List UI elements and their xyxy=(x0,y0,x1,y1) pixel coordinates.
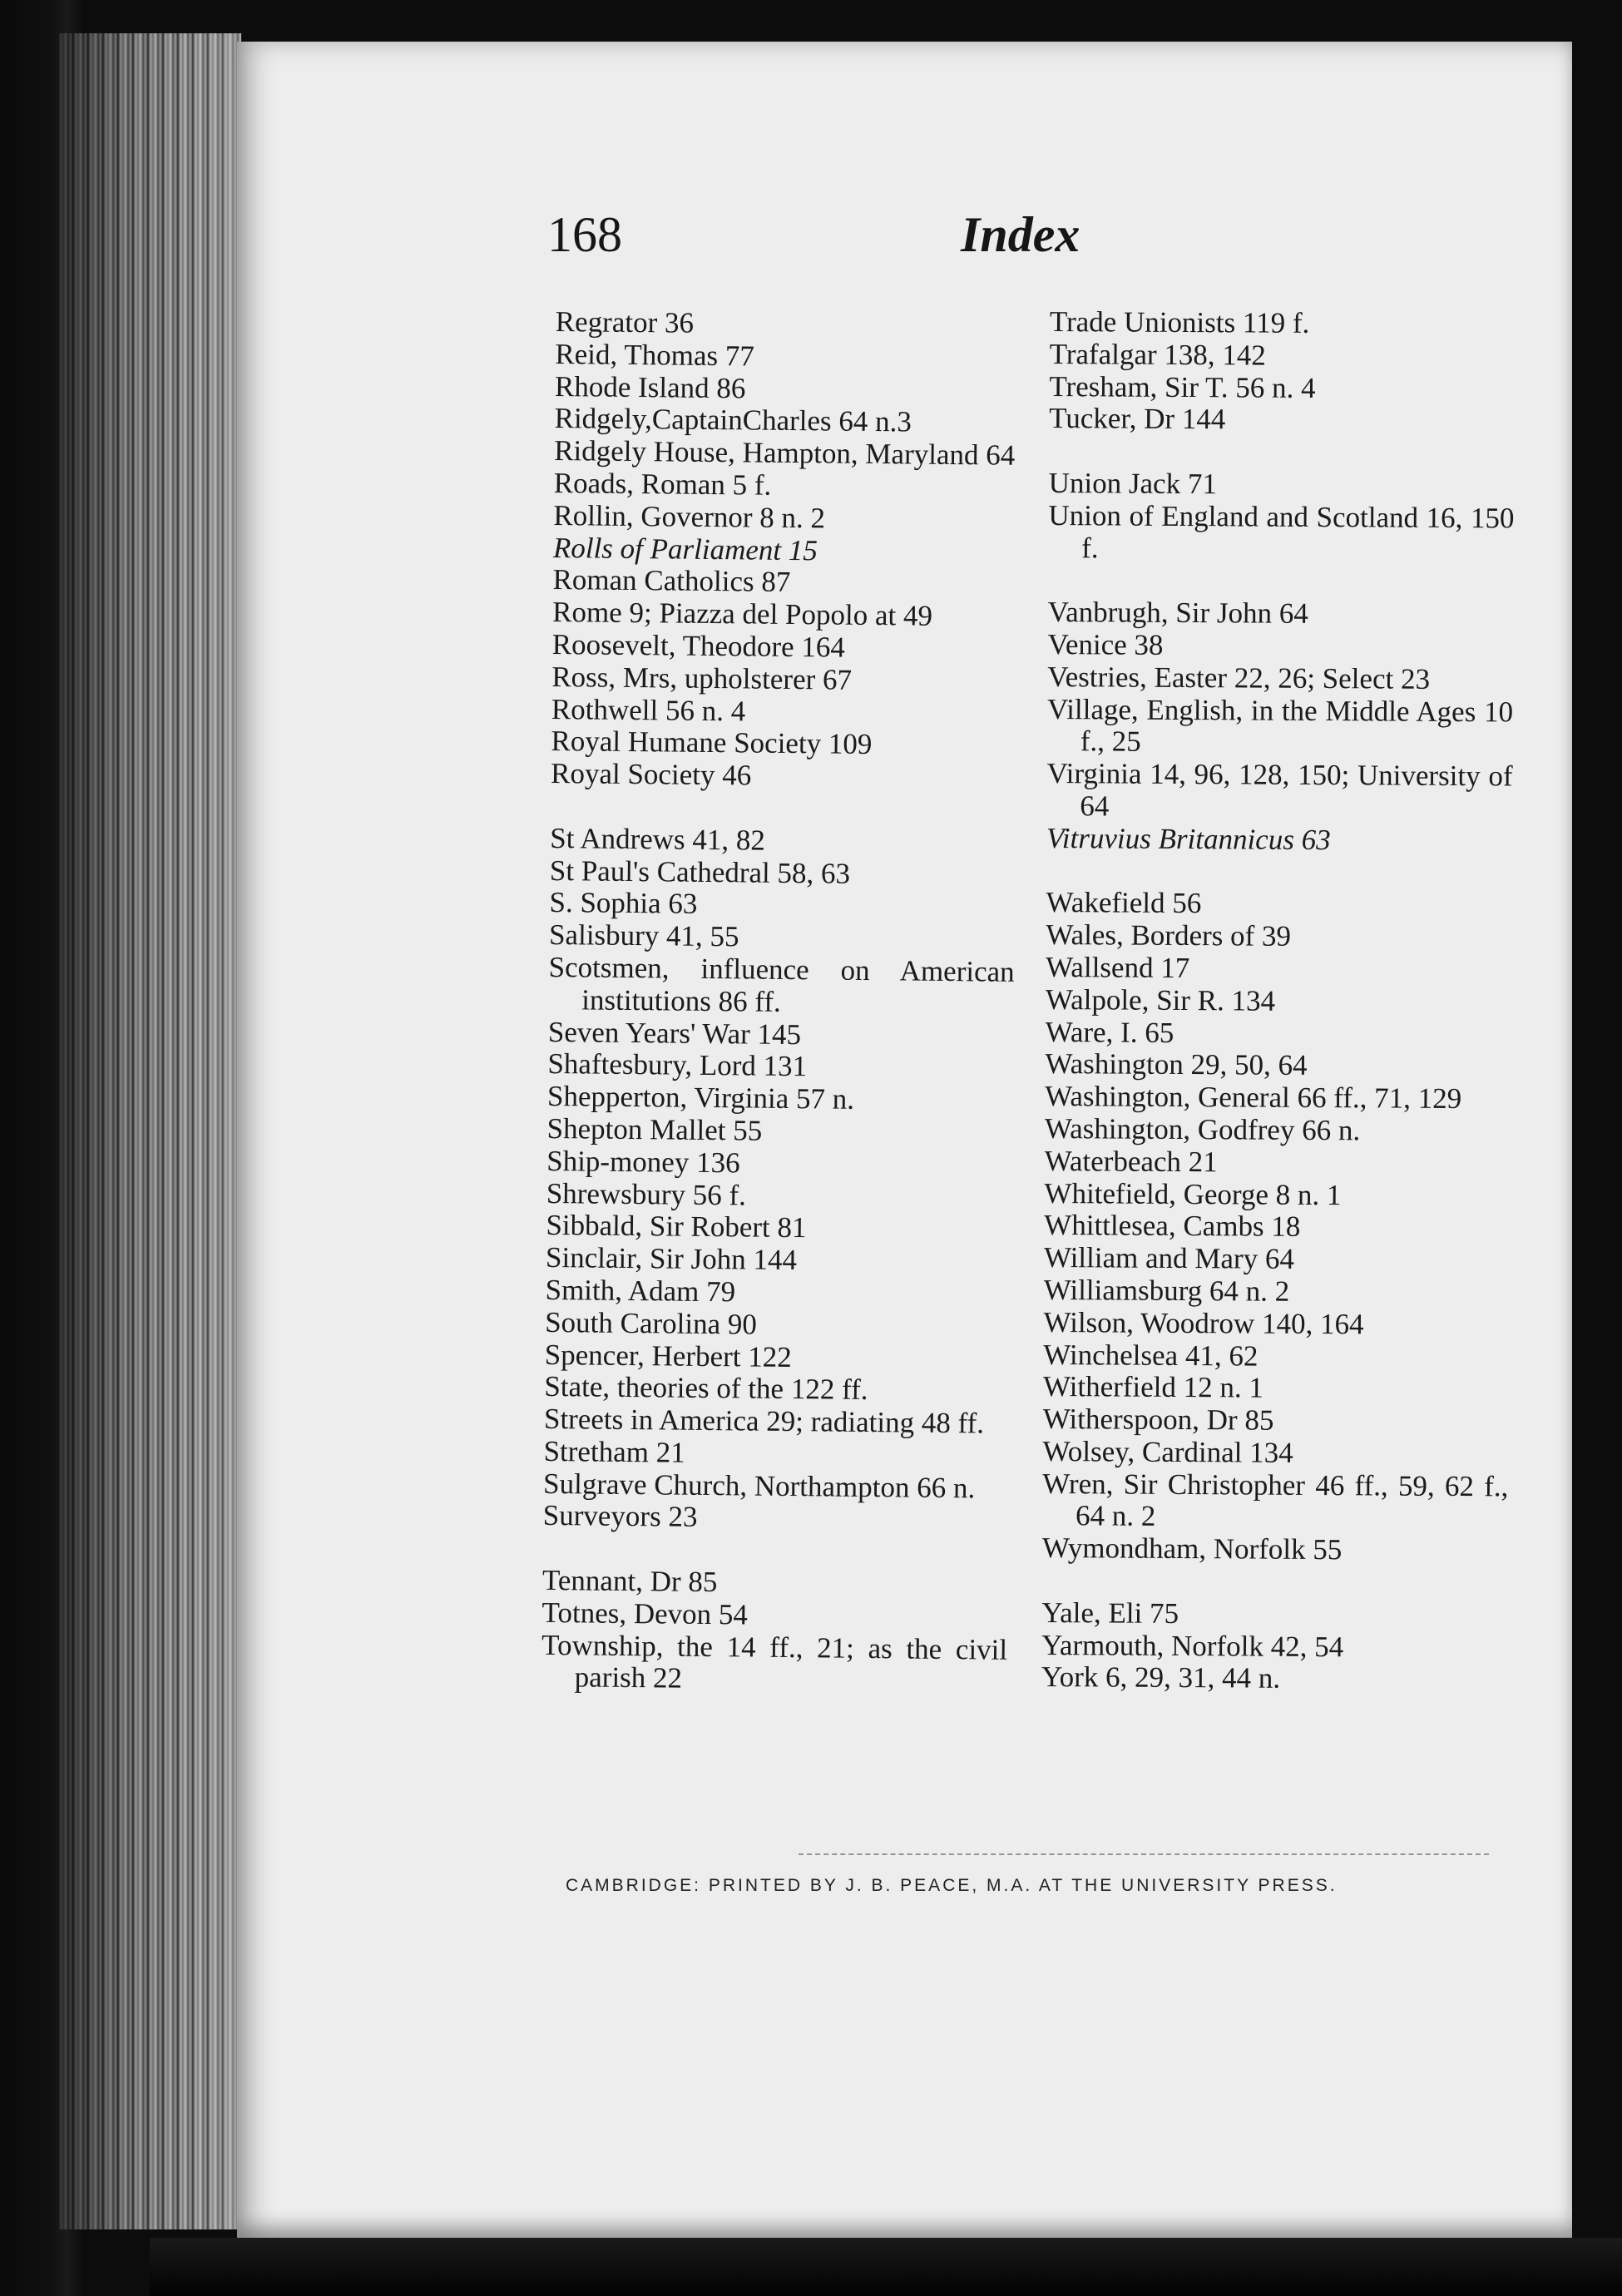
index-entry: Trade Unionists 119 f. xyxy=(1049,305,1310,339)
index-entry: Williamsburg 64 n. 2 xyxy=(1043,1273,1290,1308)
index-entry: Virginia 14, 96, 128, 150; University of 64 xyxy=(1046,757,1513,823)
index-entry: Trafalgar 138, 142 xyxy=(1049,337,1266,372)
index-entry: Rome 9; Piazza del Popolo at 49 xyxy=(551,596,933,632)
index-entry: Roosevelt, Theodore 164 xyxy=(551,627,846,664)
index-entry: Spencer, Herbert 122 xyxy=(544,1338,792,1373)
index-entry: Washington, General 66 ff., 71, 129 xyxy=(1045,1080,1462,1116)
index-entry: Wallsend 17 xyxy=(1046,950,1190,984)
index-entry: Wakefield 56 xyxy=(1046,886,1202,920)
index-entry: Seven Years' War 145 xyxy=(547,1015,802,1051)
index-entry: Rollin, Governor 8 n. 2 xyxy=(553,498,826,535)
index-entry: Totnes, Devon 54 xyxy=(541,1596,749,1631)
index-entry: Ship-money 136 xyxy=(546,1144,740,1180)
index-entry: Wymondham, Norfolk 55 xyxy=(1041,1531,1343,1566)
index-entry: Wilson, Woodrow 140, 164 xyxy=(1043,1305,1364,1341)
book-page-edges xyxy=(58,33,241,2229)
index-entry: Witherspoon, Dr 85 xyxy=(1042,1403,1274,1437)
index-entry: Vanbrugh, Sir John 64 xyxy=(1047,596,1308,631)
index-entry: Whitefield, George 8 n. 1 xyxy=(1044,1176,1342,1211)
index-entry: Salisbury 41, 55 xyxy=(548,918,739,953)
index-entry: Shrewsbury 56 f. xyxy=(546,1176,747,1211)
index-entry: York 6, 29, 31, 44 n. xyxy=(1041,1660,1281,1695)
index-entry: Streets in America 29; radiating 48 ff. xyxy=(543,1403,985,1440)
index-entry: Ridgely,CaptainCharles 64 n.3 xyxy=(554,402,912,438)
index-entry: Whittlesea, Cambs 18 xyxy=(1044,1209,1301,1244)
index-entry: Sulgrave Church, Northampton 66 n. xyxy=(542,1467,976,1505)
index-section-gap xyxy=(1048,564,1514,599)
index-entry: Yarmouth, Norfolk 42, 54 xyxy=(1041,1628,1344,1663)
index-entry: Witherfield 12 n. 1 xyxy=(1042,1370,1264,1404)
index-entry: Vestries, Easter 22, 26; Select 23 xyxy=(1047,660,1431,695)
index-entry: Shepperton, Virginia 57 n. xyxy=(546,1080,855,1116)
index-entry: Winchelsea 41, 62 xyxy=(1043,1338,1259,1373)
index-entry: Sinclair, Sir John 144 xyxy=(545,1241,798,1277)
index-entry: Wolsey, Cardinal 134 xyxy=(1042,1434,1293,1469)
index-entry: Tennant, Dr 85 xyxy=(541,1563,718,1599)
index-entry: Roads, Roman 5 f. xyxy=(553,466,772,502)
index-entry: Rhode Island 86 xyxy=(554,369,746,404)
index-entry: S. Sophia 63 xyxy=(549,886,698,921)
index-entry: Yale, Eli 75 xyxy=(1041,1596,1179,1630)
index-entry: Shepton Mallet 55 xyxy=(546,1111,763,1147)
index-entry: Wales, Borders of 39 xyxy=(1046,918,1292,953)
index-entry: Roman Catholics 87 xyxy=(552,563,791,599)
index-entry: Waterbeach 21 xyxy=(1044,1144,1218,1178)
index-section-gap xyxy=(1042,1565,1508,1600)
index-entry: Regrator 36 xyxy=(555,305,695,339)
index-entry: Royal Society 46 xyxy=(550,757,752,792)
index-entry: Ross, Mrs, upholsterer 67 xyxy=(551,660,853,696)
index-entry: William and Mary 64 xyxy=(1043,1241,1295,1275)
index-entry: Reid, Thomas 77 xyxy=(555,337,755,373)
bottom-shadow xyxy=(150,2238,1622,2296)
index-entry: Union Jack 71 xyxy=(1048,466,1218,501)
index-section-gap xyxy=(1049,435,1515,470)
index-entry: Village, English, in the Middle Ages 10 f., 25 xyxy=(1046,692,1514,759)
index-column-right xyxy=(1041,306,1516,1697)
index-entry: Washington 29, 50, 64 xyxy=(1045,1047,1308,1082)
index-entry: Scotsmen, influence on American institutions 86 ff. xyxy=(548,950,1015,1018)
index-entry: Royal Humane Society 109 xyxy=(551,725,873,761)
index-entry: Tresham, Sir T. 56 n. 4 xyxy=(1049,369,1316,404)
index-entry: Smith, Adam 79 xyxy=(545,1273,736,1309)
index-section-gap xyxy=(1046,855,1512,890)
index-entry: Tucker, Dr 144 xyxy=(1049,402,1226,436)
index-entry: Union of England and Scotland 16, 150 f. xyxy=(1048,498,1515,564)
index-entry: Vitruvius Britannicus 63 xyxy=(1046,821,1331,856)
printer-imprint: CAMBRIDGE: PRINTED BY J. B. PEACE, M.A. AT THE UNIVERSITY PRESS. xyxy=(566,1876,1338,1895)
index-entry: Washington, Godfrey 66 n. xyxy=(1044,1111,1361,1147)
index-entry: Surveyors 23 xyxy=(542,1499,698,1534)
index-entry: South Carolina 90 xyxy=(545,1305,758,1341)
index-entry: Township, the 14 ff., 21; as the civil parish 22 xyxy=(541,1628,1008,1695)
index-entry: Rothwell 56 n. 4 xyxy=(551,692,746,727)
index-entry: Ware, I. 65 xyxy=(1045,1015,1174,1049)
footer-rule xyxy=(799,1853,1489,1855)
index-entry: St Andrews 41, 82 xyxy=(550,821,766,857)
index-entry: Venice 38 xyxy=(1047,627,1164,661)
page-number: 168 xyxy=(547,207,622,262)
index-entry: State, theories of the 122 ff. xyxy=(544,1370,868,1407)
index-entry: Walpole, Sir R. 134 xyxy=(1045,982,1276,1017)
index-entry: Sibbald, Sir Robert 81 xyxy=(546,1209,807,1244)
index-entry: Shaftesbury, Lord 131 xyxy=(547,1047,808,1083)
index-entry: Wren, Sir Christopher 46 ff., 59, 62 f., 64 n. 2 xyxy=(1042,1467,1509,1533)
index-entry: St Paul's Cathedral 58, 63 xyxy=(549,854,851,890)
index-entry: Stretham 21 xyxy=(543,1434,685,1469)
index-entry: Rolls of Parliament 15 xyxy=(552,531,818,567)
index-entry: Ridgely House, Hampton, Maryland 64 xyxy=(553,434,1016,472)
index-column-left xyxy=(541,306,1021,1699)
page-title: Index xyxy=(961,207,1081,262)
